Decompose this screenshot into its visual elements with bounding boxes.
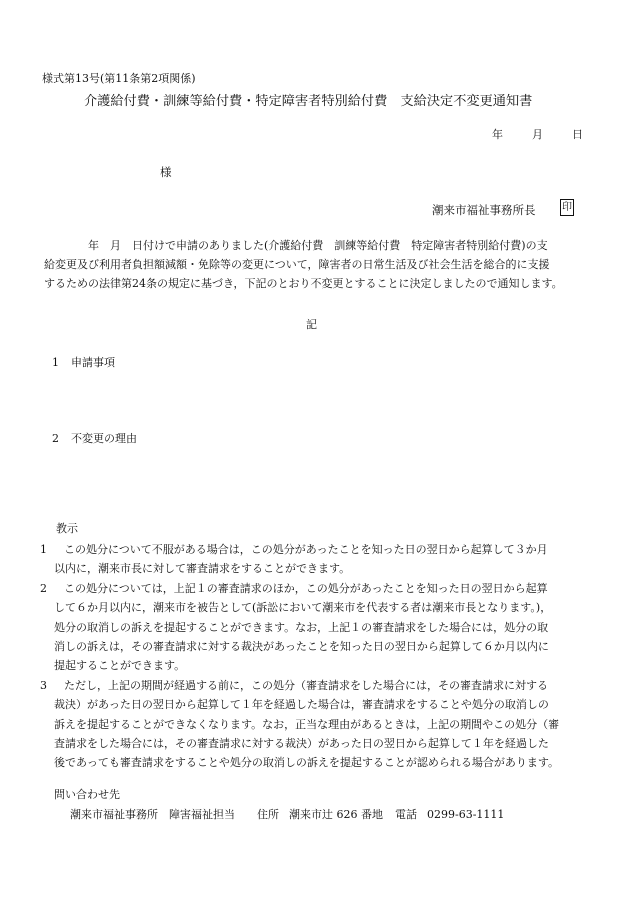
notice-item-3-line: 裁決）があった日の翌日から起算して１年を経過した場合は，審査請求をすることや処分の取消しの bbox=[54, 698, 549, 712]
addressee-honorific: 様 bbox=[160, 165, 172, 179]
inquiry-phone-label: 電話 bbox=[395, 808, 417, 821]
notice-item-3-line: 3 ただし，上記の期間が経過する前に，この処分（審査請求をした場合には，その審査請求に対する bbox=[40, 678, 548, 692]
notice-item-2-line: 消しの訴えは，その審査請求に対する裁決があったことを知った日の翌日から起算して６か月以内に bbox=[54, 640, 549, 654]
form-number: 様式第13号(第11条第2項関係) bbox=[42, 72, 196, 85]
ki-heading: 記 bbox=[306, 318, 317, 331]
notice-item-2-line: 処分の取消しの訴えを提起することができます。なお，上記１の審査請求をした場合には，処分の取 bbox=[54, 620, 549, 634]
date-day: 日 bbox=[572, 128, 583, 141]
inquiry-office: 潮来市福祉事務所 障害福祉担当 bbox=[70, 808, 235, 821]
seal-mark: 印 bbox=[560, 199, 574, 216]
notice-heading: 教示 bbox=[56, 522, 78, 535]
date-year: 年 bbox=[492, 128, 503, 141]
section-number: 1 bbox=[52, 356, 59, 369]
notice-item-1-line: 以内に，潮来市長に対して審査請求をすることができます。 bbox=[54, 562, 351, 576]
notification-body bbox=[44, 236, 563, 293]
notice-item-3-line: 査請求をした場合には，その審査請求に対する裁決）があった日の翌日から起算して１年を経過した bbox=[54, 737, 549, 751]
inquiry-address-label: 住所 bbox=[257, 808, 279, 821]
notice-item-3-line: 後であっても審査請求をすることや処分の取消しの訴えを提起することが認められる場合があります。 bbox=[54, 756, 560, 770]
inquiry-address: 潮来市辻 626 番地 bbox=[289, 808, 383, 821]
section-label: 申請事項 bbox=[71, 356, 115, 369]
notice-item-3-line: 訴えを提起することができなくなります。なお，正当な理由があるときは，上記の期間やこの処分（審 bbox=[54, 717, 560, 731]
notice-items bbox=[40, 540, 559, 773]
section-number: 2 bbox=[52, 432, 59, 445]
inquiry-contact bbox=[70, 806, 504, 822]
issue-date bbox=[492, 126, 583, 142]
body-line: 給変更及び利用者負担額減額・免除等の変更について，障害者の日常生活及び社会生活を総合的に支援 bbox=[44, 258, 550, 271]
inquiry-phone: 0299-63-1111 bbox=[427, 808, 505, 821]
section-label: 不変更の理由 bbox=[71, 432, 137, 445]
notice-item-2-line: して６か月以内に，潮来市を被告として(訴訟において潮来市を代表する者は潮来市長となります。)， bbox=[54, 601, 552, 615]
issuer-name: 潮来市福祉事務所長 bbox=[432, 203, 536, 217]
body-line: 年 月 日付けで申請のありました(介護給付費 訓練等給付費 特定障害者特別給付費)の支 bbox=[44, 239, 548, 252]
inquiry-label: 問い合わせ先 bbox=[54, 788, 120, 801]
section-reason bbox=[52, 430, 137, 446]
notice-item-2-line: 2 この処分については，上記１の審査請求のほか，この処分があったことを知った日の翌日から起算 bbox=[40, 581, 548, 595]
body-line: するための法律第24条の規定に基づき，下記のとおり不変更とすることに決定しましたので通知します。 bbox=[44, 277, 563, 290]
document-title: 介護給付費・訓練等給付費・特定障害者特別給付費 支給決定不変更通知書 bbox=[84, 94, 533, 109]
section-application-items bbox=[52, 354, 115, 370]
date-month: 月 bbox=[532, 128, 543, 141]
notice-item-2-line: 提起することができます。 bbox=[54, 659, 186, 673]
notice-item-1-line: 1 この処分について不服がある場合は，この処分があったことを知った日の翌日から起算して３か月 bbox=[40, 543, 548, 556]
